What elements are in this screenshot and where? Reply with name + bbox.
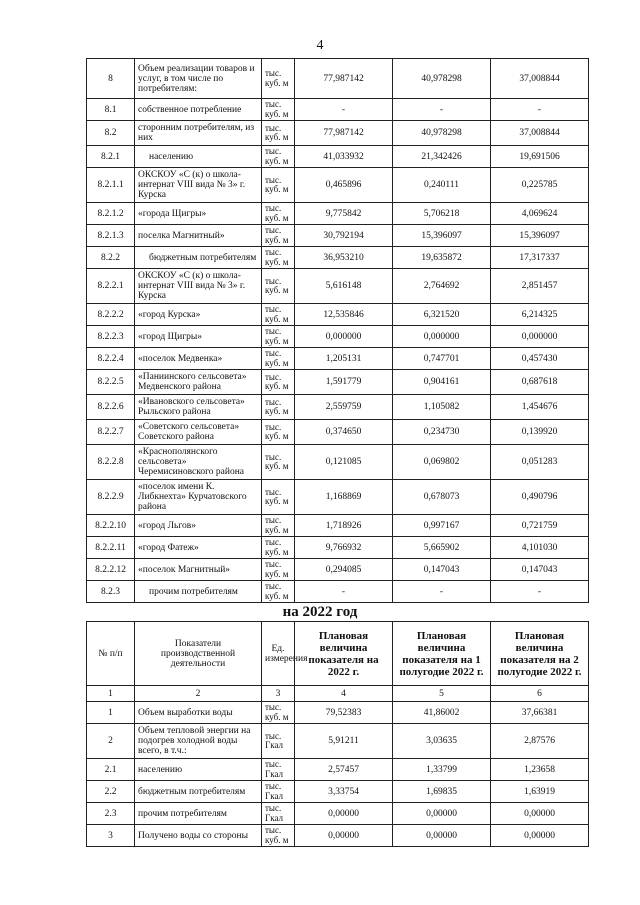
row-plan-h2: 0,721759: [491, 515, 589, 537]
row-plan-year: 1,591779: [295, 370, 393, 395]
row-indicator-name: прочим потребителям: [135, 581, 262, 603]
row-plan-year: -: [295, 99, 393, 121]
row-indicator-name: «поселок Медвенка»: [135, 348, 262, 370]
row-indicator-name: «город Щигры»: [135, 326, 262, 348]
row-indicator-name: собственное потребление: [135, 99, 262, 121]
row-unit: тыс. куб. м: [262, 825, 295, 847]
row-plan-h2: 1,23658: [491, 759, 589, 781]
row-unit: тыс. Гкал: [262, 759, 295, 781]
row-unit: тыс. куб. м: [262, 445, 295, 480]
row-plan-h2: 0,687618: [491, 370, 589, 395]
page-number: 4: [316, 38, 324, 53]
row-indicator-name: «Краснополянского сельсовета» Черемисиновского района: [135, 445, 262, 480]
row-code: 8.2.2.8: [87, 445, 135, 480]
row-indicator-name: «город Курска»: [135, 304, 262, 326]
row-unit: тыс. Гкал: [262, 803, 295, 825]
row-indicator-name: населению: [135, 146, 262, 168]
row-indicator-name: поселка Магнитный»: [135, 225, 262, 247]
row-unit: тыс. куб. м: [262, 395, 295, 420]
row-plan-h1: 1,33799: [393, 759, 491, 781]
row-plan-h2: 17,317337: [491, 247, 589, 269]
indicators-table-2022: [86, 621, 589, 847]
row-plan-h1: 0,747701: [393, 348, 491, 370]
row-code: 2.3: [87, 803, 135, 825]
row-indicator-name: бюджетным потребителям: [135, 781, 262, 803]
row-plan-year: 0,00000: [295, 825, 393, 847]
row-code: 8.2.3: [87, 581, 135, 603]
row-unit: тыс. куб. м: [262, 537, 295, 559]
row-unit: тыс. Гкал: [262, 781, 295, 803]
row-plan-h2: 0,00000: [491, 803, 589, 825]
row-code: 8.2.2.11: [87, 537, 135, 559]
row-unit: тыс. куб. м: [262, 515, 295, 537]
table-row: [87, 702, 589, 724]
row-code: 8.2.2.10: [87, 515, 135, 537]
row-plan-year: 12,535846: [295, 304, 393, 326]
column-number: 6: [491, 686, 589, 702]
row-indicator-name: прочим потребителям: [135, 803, 262, 825]
row-code: 8.2.2: [87, 247, 135, 269]
row-unit: тыс. куб. м: [262, 269, 295, 304]
table-row: [87, 581, 589, 603]
indicators-table-body: [87, 59, 589, 603]
row-code: 8.2.1.3: [87, 225, 135, 247]
row-plan-h2: 0,00000: [491, 825, 589, 847]
row-code: 2.1: [87, 759, 135, 781]
row-plan-h1: -: [393, 581, 491, 603]
row-unit: тыс. куб. м: [262, 348, 295, 370]
header-number: № п/п: [87, 622, 135, 686]
row-plan-year: 9,775842: [295, 203, 393, 225]
row-indicator-name: «город Льгов»: [135, 515, 262, 537]
table-row: [87, 247, 589, 269]
table-row: [87, 515, 589, 537]
row-code: 1: [87, 702, 135, 724]
row-plan-year: 5,616148: [295, 269, 393, 304]
column-number: 5: [393, 686, 491, 702]
row-plan-year: 0,000000: [295, 326, 393, 348]
row-unit: тыс. куб. м: [262, 203, 295, 225]
table-row: [87, 559, 589, 581]
row-code: 2: [87, 724, 135, 759]
row-plan-year: 0,294085: [295, 559, 393, 581]
row-code: 8.2.1: [87, 146, 135, 168]
row-code: 8.2.2.2: [87, 304, 135, 326]
row-unit: тыс. куб. м: [262, 702, 295, 724]
row-plan-year: 36,953210: [295, 247, 393, 269]
row-code: 8.2.2.9: [87, 480, 135, 515]
table-row: [87, 304, 589, 326]
row-plan-year: -: [295, 581, 393, 603]
row-code: 8.2.2.7: [87, 420, 135, 445]
row-plan-h1: 0,240111: [393, 168, 491, 203]
row-plan-h2: 15,396097: [491, 225, 589, 247]
column-number: 4: [295, 686, 393, 702]
row-indicator-name: населению: [135, 759, 262, 781]
row-plan-h2: 1,63919: [491, 781, 589, 803]
row-indicator-name: «поселок Магнитный»: [135, 559, 262, 581]
column-number: 1: [87, 686, 135, 702]
row-plan-h1: 21,342426: [393, 146, 491, 168]
row-unit: тыс. куб. м: [262, 420, 295, 445]
row-plan-year: 0,465896: [295, 168, 393, 203]
row-indicator-name: «Паниинского сельсовета» Медвенского района: [135, 370, 262, 395]
row-plan-h1: 15,396097: [393, 225, 491, 247]
row-plan-h1: 40,978298: [393, 121, 491, 146]
row-indicator-name: «город Фатеж»: [135, 537, 262, 559]
row-unit: тыс. куб. м: [262, 121, 295, 146]
row-plan-h2: 19,691506: [491, 146, 589, 168]
table-row: [87, 59, 589, 99]
table-row: [87, 803, 589, 825]
row-plan-h2: 2,87576: [491, 724, 589, 759]
row-unit: тыс. куб. м: [262, 168, 295, 203]
row-unit: тыс. куб. м: [262, 99, 295, 121]
row-unit: тыс. Гкал: [262, 724, 295, 759]
row-plan-h1: -: [393, 99, 491, 121]
table-row: [87, 121, 589, 146]
row-code: 3: [87, 825, 135, 847]
row-plan-year: 30,792194: [295, 225, 393, 247]
row-plan-year: 1,168869: [295, 480, 393, 515]
row-plan-h1: 41,86002: [393, 702, 491, 724]
table-row: [87, 537, 589, 559]
row-code: 8.2: [87, 121, 135, 146]
row-plan-year: 77,987142: [295, 59, 393, 99]
row-plan-h1: 0,000000: [393, 326, 491, 348]
row-plan-h1: 0,147043: [393, 559, 491, 581]
table-row: [87, 480, 589, 515]
row-unit: тыс. куб. м: [262, 225, 295, 247]
row-plan-year: 2,559759: [295, 395, 393, 420]
row-plan-h2: 37,66381: [491, 702, 589, 724]
table-row: [87, 326, 589, 348]
row-plan-h1: 5,706218: [393, 203, 491, 225]
row-code: 8.2.2.1: [87, 269, 135, 304]
row-plan-h1: 0,678073: [393, 480, 491, 515]
column-number: 2: [135, 686, 262, 702]
table-row: [87, 825, 589, 847]
header-plan-h1: Плановая величина показателя на 1 полугодие 2022 г.: [393, 622, 491, 686]
row-plan-h2: 0,147043: [491, 559, 589, 581]
section-title: на 2022 год: [282, 604, 358, 620]
table-row: [87, 225, 589, 247]
table-header-row: [87, 622, 589, 686]
row-code: 8.1: [87, 99, 135, 121]
row-plan-h2: 37,008844: [491, 59, 589, 99]
row-plan-year: 0,121085: [295, 445, 393, 480]
row-unit: тыс. куб. м: [262, 247, 295, 269]
row-plan-h2: 0,051283: [491, 445, 589, 480]
row-indicator-name: ОКСКОУ «С (к) о школа-интернат VIII вида № 3» г. Курска: [135, 269, 262, 304]
table-row: [87, 269, 589, 304]
row-code: 8.2.2.5: [87, 370, 135, 395]
row-unit: тыс. куб. м: [262, 304, 295, 326]
row-indicator-name: сторонним потребителям, из них: [135, 121, 262, 146]
table-row: [87, 781, 589, 803]
row-plan-h1: 3,03635: [393, 724, 491, 759]
row-plan-h2: 0,490796: [491, 480, 589, 515]
header-indicator: Показатели производственной деятельности: [135, 622, 262, 686]
row-unit: тыс. куб. м: [262, 146, 295, 168]
header-plan-year: Плановая величина показателя на 2022 г.: [295, 622, 393, 686]
row-plan-h2: 2,851457: [491, 269, 589, 304]
row-plan-h2: 0,225785: [491, 168, 589, 203]
row-unit: тыс. куб. м: [262, 59, 295, 99]
row-plan-h1: 5,665902: [393, 537, 491, 559]
row-unit: тыс. куб. м: [262, 581, 295, 603]
row-plan-h1: 0,904161: [393, 370, 491, 395]
row-code: 8: [87, 59, 135, 99]
column-number-row: [87, 686, 589, 702]
row-indicator-name: «поселок имени К. Либкнехта» Курчатовского района: [135, 480, 262, 515]
row-plan-h2: 0,000000: [491, 326, 589, 348]
row-indicator-name: Объем тепловой энергии на подогрев холодной воды всего, в т.ч.:: [135, 724, 262, 759]
row-plan-h1: 0,234730: [393, 420, 491, 445]
row-plan-h1: 0,00000: [393, 803, 491, 825]
row-plan-h1: 1,69835: [393, 781, 491, 803]
table-row: [87, 168, 589, 203]
row-plan-h1: 6,321520: [393, 304, 491, 326]
row-code: 2.2: [87, 781, 135, 803]
row-indicator-name: «Советского сельсовета» Советского района: [135, 420, 262, 445]
indicators-2022-body: [87, 702, 589, 847]
row-unit: тыс. куб. м: [262, 480, 295, 515]
row-code: 8.2.1.2: [87, 203, 135, 225]
row-plan-year: 3,33754: [295, 781, 393, 803]
row-plan-year: 1,718926: [295, 515, 393, 537]
row-plan-year: 79,52383: [295, 702, 393, 724]
table-row: [87, 370, 589, 395]
row-plan-h2: 4,069624: [491, 203, 589, 225]
row-plan-h2: 4,101030: [491, 537, 589, 559]
row-plan-h1: 0,069802: [393, 445, 491, 480]
row-plan-year: 41,033932: [295, 146, 393, 168]
table-row: [87, 348, 589, 370]
row-plan-year: 0,00000: [295, 803, 393, 825]
row-indicator-name: Объем выработки воды: [135, 702, 262, 724]
table-row: [87, 203, 589, 225]
row-code: 8.2.1.1: [87, 168, 135, 203]
table-row: [87, 724, 589, 759]
row-indicator-name: «города Щигры»: [135, 203, 262, 225]
row-unit: тыс. куб. м: [262, 559, 295, 581]
row-plan-h1: 0,00000: [393, 825, 491, 847]
row-plan-h1: 1,105082: [393, 395, 491, 420]
indicators-table-continued: [86, 58, 589, 603]
row-plan-year: 2,57457: [295, 759, 393, 781]
row-code: 8.2.2.3: [87, 326, 135, 348]
row-plan-h1: 2,764692: [393, 269, 491, 304]
row-code: 8.2.2.4: [87, 348, 135, 370]
row-indicator-name: Получено воды со стороны: [135, 825, 262, 847]
row-unit: тыс. куб. м: [262, 326, 295, 348]
table-row: [87, 420, 589, 445]
row-code: 8.2.2.12: [87, 559, 135, 581]
row-code: 8.2.2.6: [87, 395, 135, 420]
row-plan-h2: 1,454676: [491, 395, 589, 420]
table-row: [87, 759, 589, 781]
row-plan-h2: 6,214325: [491, 304, 589, 326]
row-plan-h2: 0,139920: [491, 420, 589, 445]
header-unit: Ед. измерения: [262, 622, 295, 686]
table-row: [87, 395, 589, 420]
row-indicator-name: «Ивановского сельсовета» Рыльского района: [135, 395, 262, 420]
header-plan-h2: Плановая величина показателя на 2 полугодие 2022 г.: [491, 622, 589, 686]
column-number: 3: [262, 686, 295, 702]
table-row: [87, 445, 589, 480]
row-plan-h1: 19,635872: [393, 247, 491, 269]
row-plan-h2: 0,457430: [491, 348, 589, 370]
row-plan-year: 0,374650: [295, 420, 393, 445]
row-plan-h2: 37,008844: [491, 121, 589, 146]
row-plan-year: 1,205131: [295, 348, 393, 370]
row-plan-year: 77,987142: [295, 121, 393, 146]
row-plan-year: 9,766932: [295, 537, 393, 559]
row-indicator-name: Объем реализации товаров и услуг, в том числе по потребителям:: [135, 59, 262, 99]
row-plan-h1: 40,978298: [393, 59, 491, 99]
table-row: [87, 146, 589, 168]
row-indicator-name: ОКСКОУ «С (к) о школа-интернат VIII вида № 3» г. Курска: [135, 168, 262, 203]
row-plan-h1: 0,997167: [393, 515, 491, 537]
table-row: [87, 99, 589, 121]
row-unit: тыс. куб. м: [262, 370, 295, 395]
row-plan-h2: -: [491, 581, 589, 603]
row-plan-year: 5,91211: [295, 724, 393, 759]
row-indicator-name: бюджетным потребителям: [135, 247, 262, 269]
row-plan-h2: -: [491, 99, 589, 121]
